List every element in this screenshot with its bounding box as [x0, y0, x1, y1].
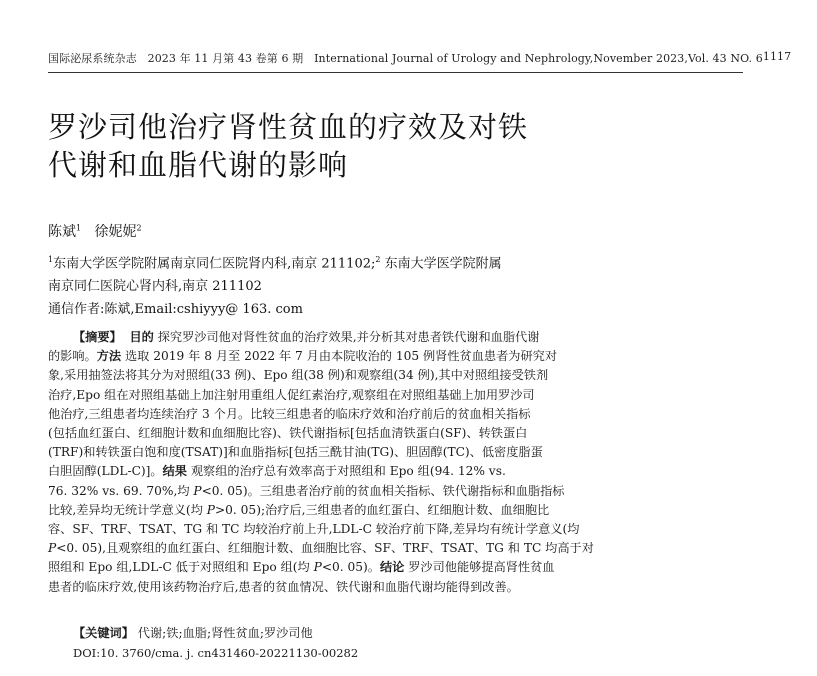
- running-header: [48, 50, 792, 66]
- abstract-line: [48, 462, 748, 481]
- keywords-label: 【关键词】: [73, 626, 134, 640]
- affiliation-1: 东南大学医学院附属南京同仁医院肾内科,南京 211102;: [53, 256, 376, 272]
- p-value-symbol: P: [313, 560, 322, 575]
- affiliations: [48, 248, 748, 321]
- abstract-text: <0. 05)。: [321, 560, 380, 575]
- abstract-line: 容、SF、TRF、TSAT、TG 和 TC 均较治疗前上升,LDL-C 较治疗前下降,差异均有统计学意义(均: [48, 522, 580, 537]
- affiliation-2-start: 东南大学医学院附属: [380, 256, 502, 272]
- abstract-line: [48, 558, 748, 577]
- abstract-text: 选取 2019 年 8 月至 2022 年 7 月由本院收治的 105 例肾性贫血患者为研究对: [121, 349, 558, 364]
- abstract-text: 白胆固醇(LDL-C)]。: [48, 464, 163, 479]
- methods-label: 方法: [96, 349, 122, 364]
- abstract-text: >0. 05);治疗后,三组患者的血红蛋白、红细胞计数、血细胞比: [214, 502, 550, 517]
- title-line-1: 罗沙司他治疗肾性贫血的疗效及对铁: [48, 110, 529, 144]
- keywords: [73, 624, 313, 641]
- journal-name-cn: 国际泌尿系统杂志: [48, 52, 137, 65]
- abstract-line: [48, 328, 748, 347]
- abstract-line: (包括血红蛋白、红细胞计数和血细胞比容)、铁代谢指标[包括血清铁蛋白(SF)、转铁蛋白: [48, 426, 528, 441]
- author-list: [48, 221, 142, 241]
- title-line-2: 代谢和血脂代谢的影响: [48, 148, 349, 182]
- header-rule: [48, 72, 743, 73]
- objective-label: 目的: [129, 330, 154, 344]
- author-2: 徐妮妮: [94, 224, 137, 240]
- abstract-line: 治疗,Epo 组在对照组基础上加注射用重组人促红素治疗,观察组在对照组基础上加用罗沙司: [48, 387, 535, 402]
- conclusion-label: 结论: [379, 560, 405, 575]
- abstract-text: 探究罗沙司他对肾性贫血的治疗效果,并分析其对患者铁代谢和血脂代谢: [153, 330, 540, 344]
- p-value-symbol: P: [193, 483, 202, 498]
- abstract-text: 76. 32% vs. 69. 70%,均: [48, 483, 194, 498]
- header-left: [48, 50, 763, 66]
- abstract-text: <0. 05),且观察组的血红蛋白、红细胞计数、血细胞比容、SF、TRF、TSAT、TG 和 TC 均高于对: [56, 541, 594, 556]
- abstract-text: 比较,差异均无统计学意义(均: [48, 502, 207, 517]
- keywords-text: 代谢;铁;血脂;肾性贫血;罗沙司他: [133, 626, 313, 640]
- abstract: [48, 328, 748, 597]
- abstract-text: <0. 05)。三组患者治疗前的贫血相关指标、铁代谢指标和血脂指标: [201, 483, 565, 498]
- page-number: 1117: [762, 50, 792, 63]
- author-1-affil: 1: [76, 223, 82, 233]
- corresponding-author: 通信作者:陈斌,Email:cshiyyy@ 163. com: [48, 302, 303, 318]
- affil-marker-2: 2: [375, 255, 381, 264]
- author-2-affil: 2: [136, 223, 142, 233]
- results-label: 结果: [162, 464, 187, 479]
- abstract-label: 【摘要】: [73, 330, 122, 344]
- affil-marker-1: 1: [48, 255, 54, 264]
- abstract-line: 他治疗,三组患者均连续治疗 3 个月。比较三组患者的临床疗效和治疗前后的贫血相关指标: [48, 406, 531, 421]
- affiliation-line-2: 南京同仁医院心肾内科,南京 211102: [48, 279, 262, 295]
- abstract-text: 观察组的治疗总有效率高于对照组和 Epo 组(94. 12% vs.: [186, 464, 506, 479]
- abstract-line: 患者的临床疗效,使用该药物治疗后,患者的贫血情况、铁代谢和血脂代谢均能得到改善。: [48, 579, 519, 594]
- abstract-text: 罗沙司他能够提高肾性贫血: [404, 560, 555, 575]
- abstract-text: 照组和 Epo 组,LDL-C 低于对照组和 Epo 组(均: [48, 560, 314, 575]
- doi: DOI:10. 3760/cma. j. cn431460-20221130-00282: [73, 646, 359, 660]
- p-value-symbol: P: [206, 502, 215, 517]
- author-1: 陈斌: [48, 224, 76, 240]
- abstract-line: [48, 539, 748, 558]
- abstract-line: (TRF)和转铁蛋白饱和度(TSAT)]和血脂指标[包括三酰甘油(TG)、胆固醇(TC)、低密度脂蛋: [48, 445, 543, 460]
- affiliation-line-1: [48, 248, 748, 275]
- abstract-line: [48, 501, 748, 520]
- article-title: [48, 108, 528, 184]
- journal-name-en: International Journal of Urology and Nephrology,November 2023,Vol. 43 NO. 6: [314, 52, 763, 65]
- p-value-symbol: P: [48, 541, 57, 556]
- abstract-line: [48, 347, 748, 366]
- abstract-text: 的影响。: [48, 349, 97, 364]
- abstract-line: [48, 482, 748, 501]
- abstract-line: 象,采用抽签法将其分为对照组(33 例)、Epo 组(38 例)和观察组(34 例),其中对照组接受铁剂: [48, 368, 549, 383]
- issue-info-cn: 2023 年 11 月第 43 卷第 6 期: [147, 52, 304, 65]
